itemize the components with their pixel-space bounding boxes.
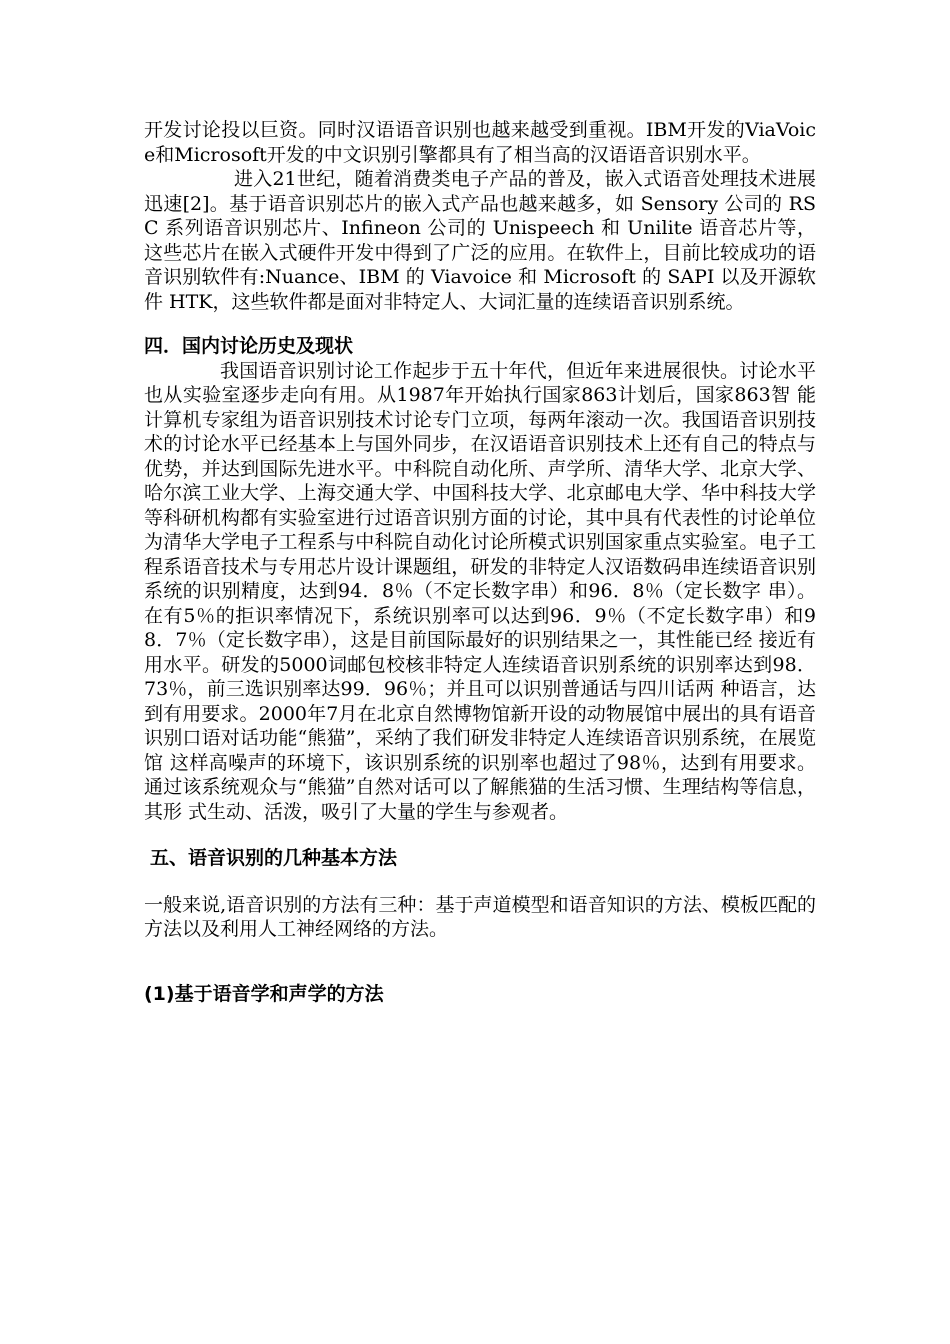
subsection-heading-phonetics-acoustics: (1)基于语音学和声学的方法 — [144, 982, 384, 1005]
section-heading-basic-methods: 五、语音识别的几种基本方法 — [150, 847, 398, 869]
section-heading-domestic-history: 四．国内讨论历史及现状 — [144, 335, 354, 357]
paragraph-21st-century: 进入21世纪，随着消费类电子产品的普及，嵌入式语音处理技术进展迅速[2]。基于语音识别芯片的嵌入式产品也越来越多，如 Sensory 公司的 RSC 系列语音识别芯片、Infineon 公司的 Unispeech 和 Unilite 语音芯片等，这些芯片在嵌入式硬件开发中得到了广泛的应用。在软件上，目前比较成功的语音识别软件有:Nuance、IBM 的 Viavoice 和 Microsoft 的 SAPI 以及开源软件 HTK，这些软件都是面对非特定人、大词汇量的连续语音识别系统。 — [144, 168, 816, 313]
paragraph-intro-continuation: 开发讨论投以巨资。同时汉语语音识别也越来越受到重视。IBM开发的ViaVoice和Microsoft开发的中文识别引擎都具有了相当高的汉语语音识别水平。 — [144, 119, 816, 166]
document-page — [144, 118, 816, 1006]
paragraph-methods-overview: 一般来说,语音识别的方法有三种：基于声道模型和语音知识的方法、模板匹配的方法以及利用人工神经网络的方法。 — [144, 893, 816, 940]
paragraph-domestic-research: 我国语音识别讨论工作起步于五十年代，但近年来进展很快。讨论水平也从实验室逐步走向有用。从1987年开始执行国家863计划后，国家863智 能计算机专家组为语音识别技术讨论专门立项，每两年滚动一次。我国语音识别技术的讨论水平已经基本上与国外同步，在汉语语音识别技术上还有自己的特点与优势，并达到国际先进水平。中科院自动化所、声学所、清华大学、北京大学、哈尔滨工业大学、上海交通大学、中国科技大学、北京邮电大学、华中科技大学等科研机构都有实验室进行过语音识别方面的讨论，其中具有代表性的讨论单位为清华大学电子工程系与中科院自动化讨论所模式识别国家重点实验室。电子工程系语音技术与专用芯片设计课题组，研发的非特定人汉语数码串连续语音识别系统的识别精度，达到94．8％（不定长数字串）和96．8％（定长数字 串）。在有5％的拒识率情况下，系统识别率可以达到96．9％（不定长数字串）和98．7％（定长数字串），这是目前国际最好的识别结果之一，其性能已经 接近有用水平。研发的5000词邮包校核非特定人连续语音识别系统的识别率达到98．73％，前三选识别率达99．96％；并且可以识别普通话与四川话两 种语言，达到有用要求。2000年7月在北京自然博物馆新开设的动物展馆中展出的具有语音识别口语对话功能“熊猫”，采纳了我们研发非特定人连续语音识别系统，在展览馆 这样高噪声的环境下，该识别系统的识别率也超过了98％，达到有用要求。通过该系统观众与“熊猫”自然对话可以了解熊猫的生活习惯、生理结构等信息，其形 式生动、活泼，吸引了大量的学生与参观者。 — [144, 359, 816, 823]
